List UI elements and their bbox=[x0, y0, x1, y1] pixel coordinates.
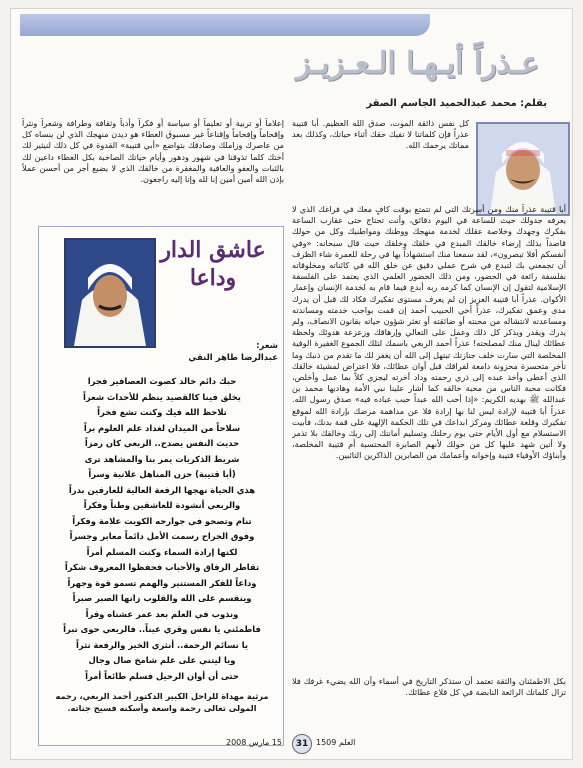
poem-line: حبك دائم خالد كصوت العصافير فجرا bbox=[87, 376, 237, 386]
poem-line: يخلق فينا كالقصيد ينظم للأحداث شعراً bbox=[83, 391, 241, 402]
poem-line: لكنها إرادة السماء وكنت المسلم أمراً bbox=[86, 546, 238, 557]
poet-credit bbox=[150, 340, 278, 364]
article-byline: بقلم: محمد عبدالحميد الجاسم الصقر bbox=[366, 98, 547, 109]
article-headline: عـذراً أيـهـا الـعـزيـز bbox=[295, 46, 539, 81]
article-text-main: أبا قتيبة عذراً منك ومن أسرتك التي لم تتمتع بوقت كافٍ معك في فراغك الذي لا يعرفه جدولك حيث للساعة في اليوم دقائق، وأنت تحتاج حتى عقارب الساعة بفكرك وجهدك وخلاصة عقلك لخدمة منهجك ووطنك ومواطنيك وكل من حولك قاصداً بذلك إرضاء خالقك المبدع في خلقك وخلقك حيث قال سبحانه: «وفي أنفسكم أفلا تبصرون»، لقد سمعنا منك استشهاداً بها في رحلة للعمرة شاء الظرف أن تجمعني بك لتبدع في شرح عملي دقيق عن خلق الله في كائناته ومخلوقاته بفلسفة رائعة في الحضور، ومن ذلك الحضور العلمي الذي يعتمد على الفلسفة الإسلامية لتقول إن الإنسان كما كرمه ربه أبدع فيما قام به لخدمة الإنسان وإعمار الأكوان. عذراً أبا قتيبة العزيز إن لم يعرف مستوى تفكيرك فكاد لك قبل أن يدرك مدى وعمق تفكيرك، عذراً أخي الحبيب أحمد إن قمت بواجب خدمته ومساندته ومساعدته لانتشاله من محنته أو ضائقته أو تعثر شؤون حياته بقانون الانصاف، ولم يدرك ويقدر ويذكر كل ذلك وعمل على التعالي وإرهاقك وزعزعة هدوئك ولحظة عطائك لينال منك لمصلحته! عذراً أحمد الربعي باسمك لتلك الجموع الغفيرة الوفية المخلصة التي سارت خلف جنازتك تبتهل إلى الله أن يغفر لك ما تقدم من ذنبك وما تأخر متحسرة محزونة دامعة لفراقك قبل أوان عطائك، فلا اعتراض لمشيئة خالقك الذي أعطى وأخذ عبده إلى ذري رحمته وداد أخرته ليجزي كلاً بما عمل وأخلص، فكانت محبة الناس من محبة خالقه كما أشار علينا نبي الأمة وهاديها محمد بن عبدالله ﷺ بهديه الكريم: «إذا أحب الله عبداً حبب عباده فيه» صدق رسول الله. عذراً أبا قتيبة لإرادة ليس لنا بها إرادة فلا عن مداهمة مرضك بإرادة الله لموقع تفكيرك وقلعة عطائك ومركز ابداعك في تلك الحكمة الإلهية على قمة بدنك، فأبيت الاستسلام مع أول الأيام حتى يوم رحلتك وتسليم أمانتك إلى ربك وخالقك بلا تذمر ولا أنين شهد عليها كل من حولك لأنهم الصابرة المحتسبة أم قتيبة المخلصة، وأبناؤك الأوفياء قتيبة وإخوانه وأعمامك من الصابرين الذاكرين التائبين. bbox=[292, 204, 566, 461]
poem-line: وينقسم على الله والقلوب زانها الصبر صبراً bbox=[72, 593, 252, 603]
poem-line: تنام وتصحو في جوارحه الكويت علامة وفكراً bbox=[72, 515, 252, 526]
poet-photo bbox=[64, 238, 156, 348]
author-portrait-icon bbox=[478, 124, 568, 214]
article-text-bottom: بكل الاطمئنان والثقة تعتمد أن ستذكر التاريخ في أسماء وأن الله يضيء غرفك فلا تزال كلماتك الرائعة النابضة في كل قلاع عطائك. bbox=[292, 676, 566, 698]
article-text-intro: كل نفس ذائقة الموت، صدق الله العظيم. أبا قتيبة عذراً فإن كلماتنا لا تفيك حقك أثناء حياتك، وكذلك بعد مماتك يرحمك الله. bbox=[292, 118, 469, 151]
poet-name: عبدالرضا طاهر النقي bbox=[188, 353, 278, 363]
poem-line: فاطمئني يا نفس وقري عيناً.. فالربعي حوى تبراً bbox=[63, 624, 261, 634]
poem-line: وفوق الجراح رسمت الأمل دائماً معابر وجسراً bbox=[69, 531, 255, 541]
poem-line: ونذوب في العلم بعد عمر عشناه وفراً bbox=[85, 608, 239, 619]
page-number: 31 bbox=[292, 734, 312, 754]
article-text-closing: إعلاماً أو تربية أو تعليماً أو سياسة أو فكراً وأدباً وثقافة وطرافة وشعراً ونثراً وإقحاماً وإفحاماً وإقناعاً غير مسبوق العطاء هو ديدن منهجك الذي لن ينساه كل من عاصرك وزاملك وصادقك بتواضع «أبي قتيبة» القدوة في كل ذلك لنيثير لك أختك كلما تذوقنا في شهور ودهور وأيام حياتك الصاخبة بكل العطاء داعين لك بالثبات والعفو والعافية والمغفرة من خالقك الذي لا يضيع أجر من أحسن عملاً بإذن الله أمين أمين إنا لله وإنا إليه راجعون. bbox=[22, 118, 284, 185]
poem-line: شريط الذكريات يمر بنا والمشاهد ترى bbox=[84, 453, 240, 464]
poem-line: حديث النفس يصدح.. الربعي كان رمزاً bbox=[84, 438, 240, 448]
poem-lines bbox=[46, 374, 278, 684]
header-decoration-band bbox=[20, 14, 430, 36]
poem-line: (أبا قتيبة) حزن المناهل علانية وسراً bbox=[88, 469, 236, 479]
poem-line: تقاطر الرفاق والأحباب فحفظوا المعروف شكراً bbox=[64, 562, 260, 572]
footer-magazine-issue: العلم 1509 bbox=[316, 738, 356, 747]
poem-line: والربعي أنشودة للعاشقين وطناً وفكراً bbox=[83, 500, 241, 510]
author-photo bbox=[476, 122, 570, 216]
poet-portrait-icon bbox=[66, 240, 154, 346]
poem-line: يا نسائم الرحمة.. أنثري الخير والرفعة نثراً bbox=[76, 639, 248, 650]
footer-date: 15 مارس 2008 bbox=[226, 738, 282, 747]
poem-line: سلاحاً من الميدان لغداد علم العلوم براً bbox=[83, 422, 241, 433]
poem-line: ويا ليتني على علم شامخ صال وجال bbox=[88, 655, 236, 665]
poem-line: حتى أن أوان الرحيل فسلم طائعاً أمراً bbox=[85, 670, 239, 681]
poet-prefix: شعر: bbox=[256, 341, 278, 351]
poem-title: عاشق الدار وداعا bbox=[160, 237, 266, 291]
poem-line: وداعاً للفكر المستنير والهمم تسمو قوة وجهراً bbox=[67, 577, 257, 588]
poem-dedication: مرثية مهداة للراحل الكبير الدكتور أحمد الربعي، رحمه المولى تعالى رحمة واسعة وأسكنه فسيح جناته. bbox=[55, 691, 269, 713]
poem-line: تلاحظ الله فيك وكنت تشع فخراً bbox=[97, 407, 227, 417]
poem-line: هذي الحياة نهجها الرفعة العالية للعارفين بدراً bbox=[68, 484, 256, 495]
